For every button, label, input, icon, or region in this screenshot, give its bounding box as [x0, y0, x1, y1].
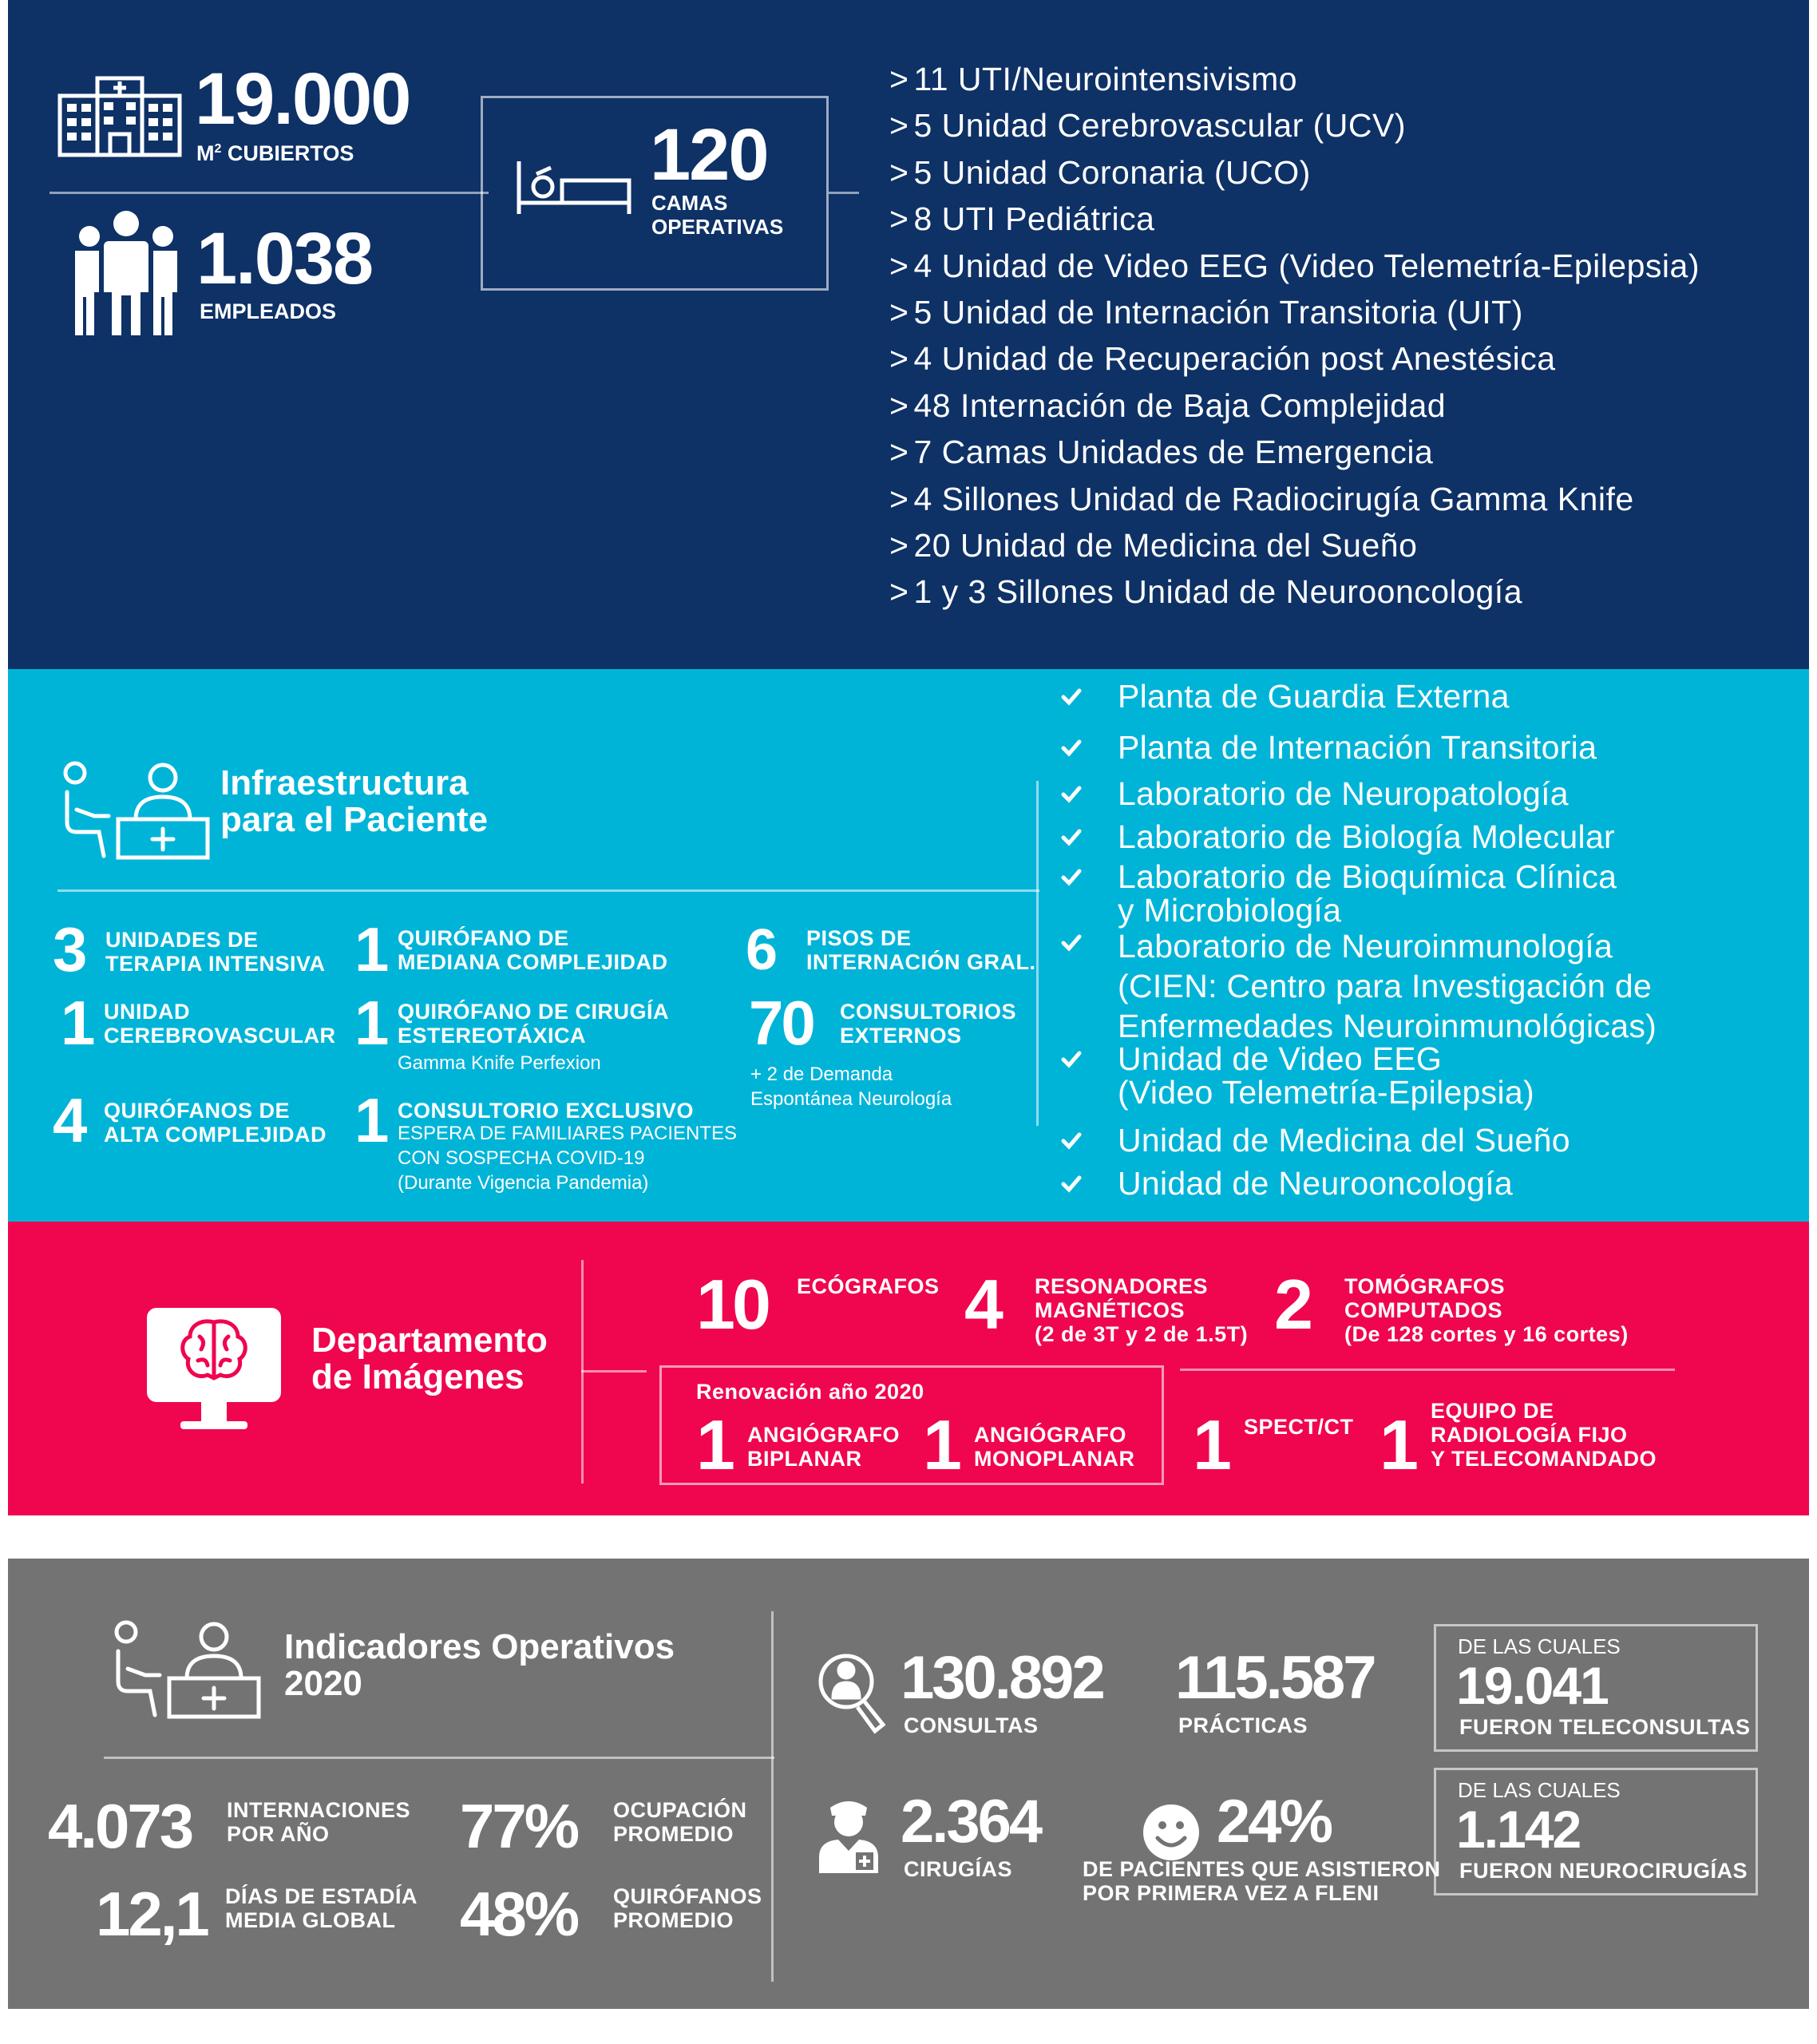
checkmark-icon: [1060, 866, 1083, 888]
pisos-count: 6: [746, 918, 778, 982]
checkmark-icon: [1060, 931, 1083, 953]
internaciones-value: 4.073: [48, 1791, 192, 1861]
consultorios-note: + 2 de Demanda Espontánea Neurología: [750, 1064, 952, 1111]
angiografo-monoplanar-count: 1: [923, 1405, 962, 1484]
bed-list-item: [889, 154, 1311, 192]
area-label: $M^2$ CUBIERTOS: [196, 141, 354, 165]
teleconsultas-pre: DE LAS CUALES: [1458, 1634, 1621, 1658]
angiografo-biplanar-count: 1: [696, 1405, 735, 1484]
bed-list-item: [889, 200, 1154, 238]
facility-item: [1118, 1167, 1513, 1201]
neurocirugias-pre: DE LAS CUALES: [1458, 1778, 1621, 1802]
uti-count: 3: [53, 914, 88, 984]
ucv-label: UNIDAD CEREBROVASCULAR: [104, 1000, 336, 1048]
facility-item: [1118, 818, 1615, 855]
bed-list-text: 48 Internación de Baja Complejidad: [913, 386, 1447, 424]
bed-list-text: 5 Unidad Cerebrovascular (UCV): [913, 107, 1407, 145]
tomografos-count: 2: [1274, 1265, 1313, 1344]
infra-title: Infraestructura para el Paciente: [220, 763, 489, 840]
bed-list-item: [889, 434, 1433, 471]
checkmark-icon: [1060, 1129, 1083, 1151]
bed-list-item: [889, 387, 1446, 425]
facility-line: Planta de Guardia Externa: [1118, 678, 1510, 715]
chevron-right-icon: >: [889, 340, 909, 378]
internaciones-label: INTERNACIONES POR AÑO: [227, 1798, 411, 1847]
chevron-right-icon: >: [889, 153, 909, 191]
bed-list-text: 1 y 3 Sillones Unidad de Neurooncología: [913, 573, 1522, 611]
resonadores-count: 4: [964, 1265, 1004, 1344]
beds-value: 120: [650, 114, 768, 196]
staff-group-icon: [70, 209, 182, 337]
checkmark-icon: [1060, 1048, 1083, 1070]
bed-list-text: 7 Camas Unidades de Emergencia: [913, 434, 1434, 471]
employees-label: EMPLEADOS: [200, 299, 337, 323]
qac-count: 4: [53, 1085, 88, 1155]
chevron-right-icon: >: [889, 527, 909, 564]
qce-label: QUIRÓFANO DE CIRUGÍA ESTEREOTÁXICA: [398, 1000, 670, 1048]
infrastructure-section: [8, 669, 1809, 1222]
monitor-brain-icon: [144, 1305, 284, 1432]
bed-list-item: [889, 573, 1522, 611]
divider: [1180, 1369, 1675, 1371]
consultas-label: CONSULTAS: [904, 1713, 1039, 1737]
angiografo-biplanar-label: ANGIÓGRAFO BIPLANAR: [747, 1423, 900, 1472]
uti-label: UNIDADES DE TERAPIA INTENSIVA: [105, 928, 326, 976]
qce-note: Gamma Knife Perfexion: [398, 1052, 601, 1074]
pisos-label: PISOS DE INTERNACIÓN GRAL.: [806, 926, 1036, 975]
chevron-right-icon: >: [889, 247, 909, 284]
chevron-right-icon: >: [889, 107, 909, 145]
chevron-right-icon: >: [889, 573, 909, 611]
checkmark-icon: [1060, 782, 1083, 805]
cex-count: 1: [354, 1085, 390, 1155]
imaging-title: Departamento de Imágenes: [311, 1321, 548, 1397]
chevron-right-icon: >: [889, 434, 909, 471]
chevron-right-icon: >: [889, 480, 909, 517]
beds-label: CAMAS OPERATIVAS: [651, 191, 784, 239]
ucv-count: 1: [61, 988, 96, 1058]
divider: [49, 192, 489, 194]
chevron-right-icon: >: [889, 386, 909, 424]
summary-section: [8, 0, 1809, 669]
bed-list-text: 4 Unidad de Video EEG (Video Telemetría-Epilepsia): [913, 247, 1700, 284]
ocupacion-value: 77%: [460, 1791, 578, 1861]
employees-value: 1.038: [196, 218, 373, 299]
consultorios-label: CONSULTORIOS EXTERNOS: [840, 1000, 1017, 1048]
ocupacion-label: OCUPACIÓN PROMEDIO: [613, 1798, 747, 1847]
surgeon-icon: [814, 1795, 883, 1875]
facility-item: [1118, 731, 1597, 765]
bed-list-item: [889, 248, 1700, 285]
divider: [1036, 781, 1039, 1126]
bed-list-text: 5 Unidad Coronaria (UCO): [913, 153, 1311, 191]
cirugias-label: CIRUGÍAS: [904, 1857, 1013, 1881]
ecografos-count: 10: [696, 1265, 768, 1344]
neurocirugias-value: 1.142: [1456, 1800, 1581, 1859]
practicas-label: PRÁCTICAS: [1178, 1713, 1308, 1737]
patient-desk-icon: [110, 1619, 262, 1723]
bed-icon: [516, 158, 632, 216]
bed-list-item: [889, 527, 1417, 564]
teleconsultas-value: 19.041: [1456, 1656, 1608, 1715]
facility-line: Unidad de Medicina del Sueño: [1118, 1122, 1570, 1159]
teleconsultas-label: FUERON TELECONSULTAS: [1459, 1715, 1751, 1739]
facility-line: Laboratorio de Neuropatología: [1118, 775, 1569, 812]
bed-list-item: [889, 481, 1634, 518]
bed-list-item: [889, 340, 1556, 378]
primera-vez-label: DE PACIENTES QUE ASISTIERON POR PRIMERA VEZ A FLENI: [1083, 1857, 1441, 1906]
consultas-value: 130.892: [901, 1644, 1103, 1712]
primera-vez-value: 24%: [1217, 1788, 1332, 1856]
facility-line: Laboratorio de Bioquímica Clínica: [1118, 858, 1617, 895]
bed-list-text: 4 Sillones Unidad de Radiocirugía Gamma Knife: [913, 480, 1634, 517]
facility-line: (CIEN: Centro para Investigación de: [1118, 968, 1653, 1005]
checkmark-icon: [1060, 1172, 1083, 1194]
facility-line: Laboratorio de Neuroinmunología: [1118, 928, 1613, 965]
spect-count: 1: [1193, 1405, 1232, 1484]
facility-item: [1118, 680, 1510, 714]
bed-list-text: 20 Unidad de Medicina del Sueño: [913, 527, 1418, 564]
spect-label: SPECT/CT: [1244, 1415, 1354, 1439]
qmc-count: 1: [354, 914, 390, 984]
renovation-label: Renovación año 2020: [696, 1380, 924, 1404]
divider: [104, 1757, 774, 1759]
bed-list-item: [889, 61, 1297, 98]
area-value: 19.000: [195, 58, 410, 140]
smiley-icon: [1142, 1803, 1201, 1862]
radiologia-label: EQUIPO DE RADIOLOGÍA FIJO Y TELECOMANDADO: [1431, 1399, 1657, 1472]
facility-line: Unidad de Neurooncología: [1118, 1165, 1513, 1202]
bed-list-text: 11 UTI/Neurointensivismo: [913, 61, 1298, 97]
bed-list-text: 8 UTI Pediátrica: [913, 200, 1155, 238]
qac-label: QUIRÓFANOS DE ALTA COMPLEJIDAD: [104, 1099, 327, 1147]
imaging-section: [8, 1222, 1809, 1515]
chevron-right-icon: >: [889, 61, 909, 97]
facility-item: [1118, 1124, 1570, 1158]
consultorios-count: 70: [749, 988, 813, 1058]
ecografos-label: ECÓGRAFOS: [797, 1274, 940, 1298]
hospital-building-icon: [56, 70, 184, 158]
checkmark-icon: [1060, 826, 1083, 848]
divider: [771, 1611, 774, 1982]
facility-item: [1118, 858, 1617, 929]
indicators-section: [8, 1559, 1809, 2009]
chevron-right-icon: >: [889, 200, 909, 238]
qmc-label: QUIRÓFANO DE MEDIANA COMPLEJIDAD: [398, 926, 668, 975]
facility-item: [1118, 1040, 1534, 1111]
beds-connector: [829, 192, 859, 194]
angiografo-monoplanar-label: ANGIÓGRAFO MONOPLANAR: [974, 1423, 1135, 1472]
bed-list-item: [889, 294, 1523, 331]
qce-count: 1: [354, 988, 390, 1058]
checkmark-icon: [1060, 736, 1083, 759]
practicas-value: 115.587: [1175, 1644, 1375, 1712]
checkmark-icon: [1060, 685, 1083, 707]
facility-line: (Video Telemetría-Epilepsia): [1118, 1073, 1534, 1111]
facility-line: Enfermedades Neuroinmunológicas): [1118, 1008, 1657, 1045]
radiologia-count: 1: [1380, 1405, 1419, 1484]
cirugias-value: 2.364: [901, 1788, 1041, 1856]
divider: [57, 889, 1039, 892]
facility-line: Unidad de Video EEG: [1118, 1040, 1443, 1077]
neurocirugias-label: FUERON NEUROCIRUGÍAS: [1459, 1859, 1748, 1883]
estadia-label: DÍAS DE ESTADÍA MEDIA GLOBAL: [225, 1884, 418, 1933]
facility-item: [1118, 926, 1657, 1046]
cex-label: CONSULTORIO EXCLUSIVO: [398, 1099, 695, 1123]
quirofanos-label: QUIRÓFANOS PROMEDIO: [613, 1884, 762, 1933]
facility-line: y Microbiología: [1118, 891, 1342, 929]
tomografos-label: TOMÓGRAFOS COMPUTADOS (De 128 cortes y 16 cortes): [1344, 1274, 1629, 1347]
quirofanos-value: 48%: [460, 1879, 578, 1949]
estadia-value: 12,1: [96, 1879, 208, 1949]
bed-list-text: 5 Unidad de Internación Transitoria (UIT): [913, 294, 1523, 331]
facility-line: Laboratorio de Biología Molecular: [1118, 818, 1615, 855]
resonadores-label: RESONADORES MAGNÉTICOS (2 de 3T y 2 de 1.5T): [1035, 1274, 1249, 1347]
facility-item: [1118, 775, 1569, 812]
bed-list-text: 4 Unidad de Recuperación post Anestésica: [913, 340, 1556, 378]
chevron-right-icon: >: [889, 294, 909, 331]
cex-note: ESPERA DE FAMILIARES PACIENTES CON SOSPECHA COVID-19 (Durante Vigencia Pandemia): [398, 1123, 738, 1194]
facility-line: Planta de Internación Transitoria: [1118, 729, 1597, 766]
divider: [581, 1370, 647, 1373]
patient-desk-icon: [59, 760, 211, 864]
indicators-title: Indicadores Operativos 2020: [284, 1627, 675, 1704]
doctor-search-icon: [816, 1651, 888, 1736]
bed-list-item: [889, 107, 1406, 145]
